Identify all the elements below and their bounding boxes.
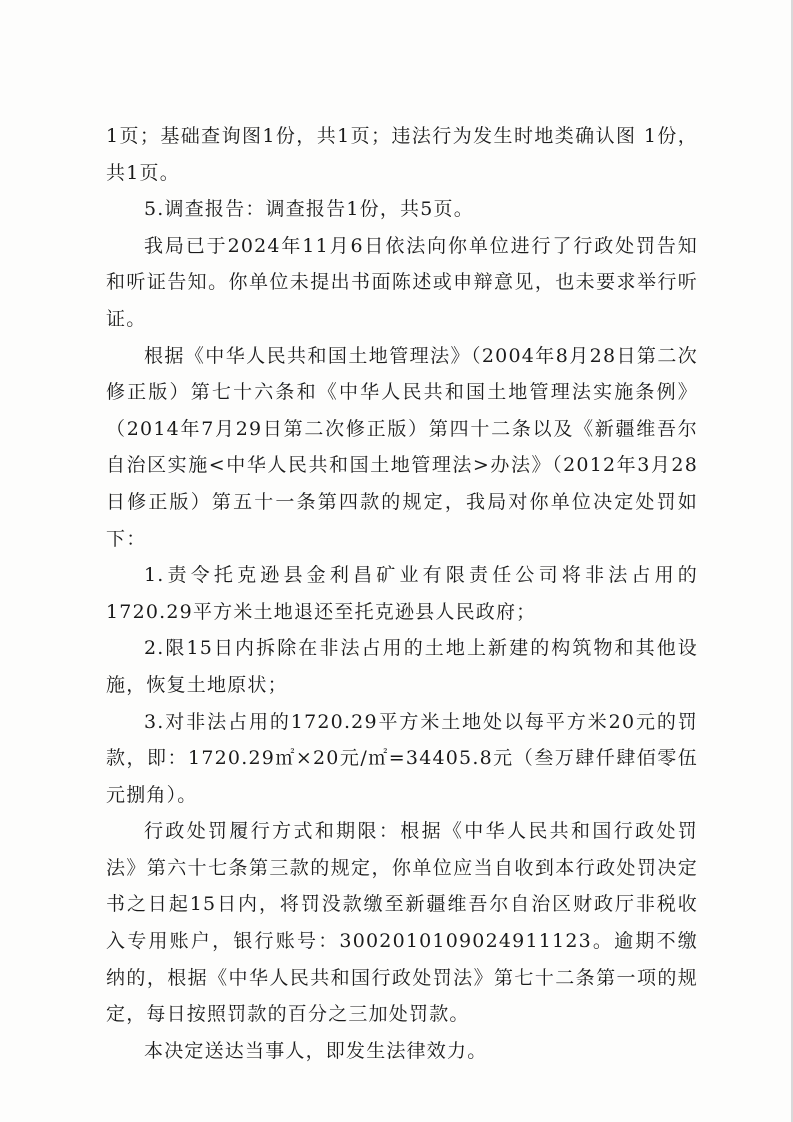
paragraph-hearing-notice: 我局已于2024年11月6日依法向你单位进行了行政处罚告知和听证告知。你单位未提出书面陈述或申辩意见，也未要求举行听证。 — [106, 234, 698, 330]
paragraph-penalty-item-2: 2.限15日内拆除在非法占用的土地上新建的构筑物和其他设施，恢复土地原状； — [106, 637, 698, 696]
paragraph-penalty-item-3: 3.对非法占用的1720.29平方米土地处以每平方米20元的罚款，即：1720.29㎡×20元/㎡=34405.8元（叁万肆仟肆佰零伍元捌角）。 — [106, 710, 698, 806]
paragraph-investigation-report: 5.调查报告：调查报告1份，共5页。 — [144, 198, 474, 221]
paragraph-continuation: 1页；基础查询图1份，共1页；违法行为发生时地类确认图 1份，共1页。 — [106, 125, 698, 184]
document-body — [106, 118, 698, 1069]
paragraph-legal-effect: 本决定送达当事人，即发生法律效力。 — [144, 1039, 488, 1062]
paragraph-payment-terms: 行政处罚履行方式和期限：根据《中华人民共和国行政处罚法》第六十七条第三款的规定，你单位应当自收到本行政处罚决定书之日起15日内，将罚没款缴至新疆维吾尔自治区财政厅非税收入专用账户，银行账号：3002010109024911123。逾期不缴纳的，根据《中华人民共和国行政处罚法》第七十二条第一项的规定，每日按照罚款的百分之三加处罚款。 — [106, 820, 698, 1026]
paragraph-legal-basis: 根据《中华人民共和国土地管理法》（2004年8月28日第二次修正版）第七十六条和《中华人民共和国土地管理法实施条例》（2014年7月29日第二次修正版）第四十二条以及《新疆维吾尔自治区实施<中华人民共和国土地管理法>办法》（2012年3月28日修正版）第五十一条第四款的规定，我局对你单位决定处罚如下： — [106, 344, 698, 550]
paragraph-penalty-item-1: 1.责令托克逊县金利昌矿业有限责任公司将非法占用的1720.29平方米土地退还至托克逊县人民政府； — [106, 564, 698, 623]
